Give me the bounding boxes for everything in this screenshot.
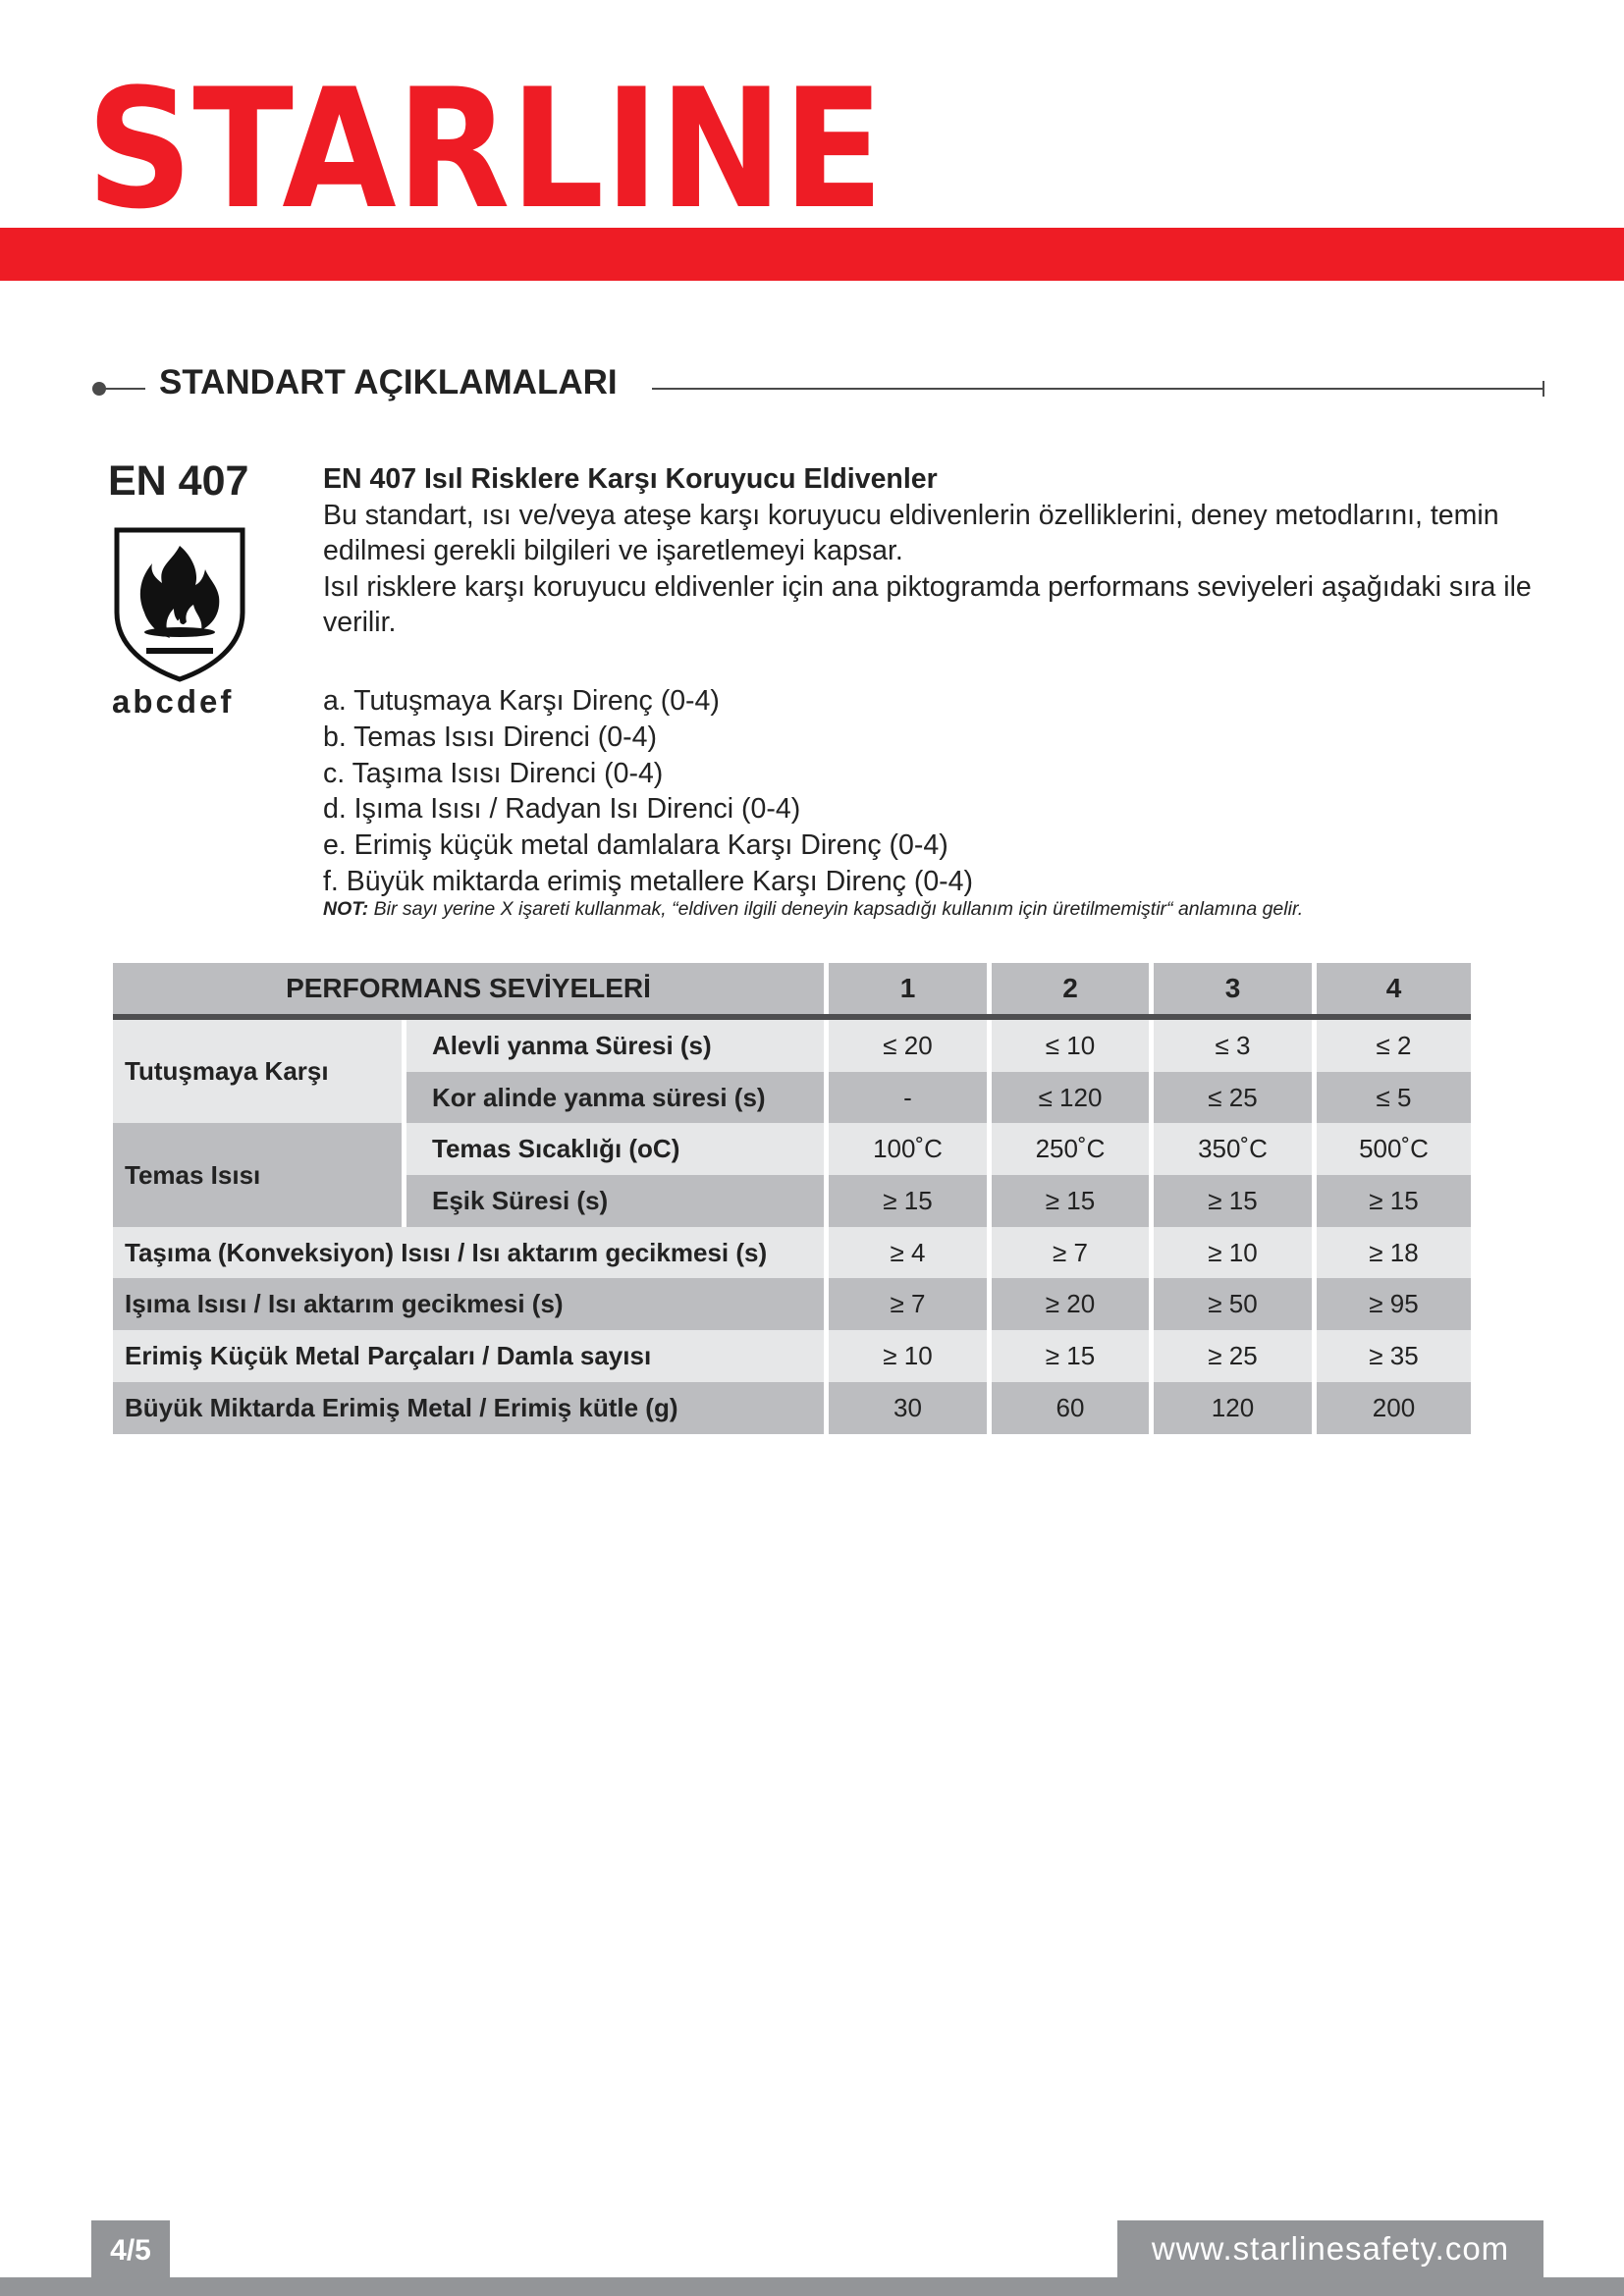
list-item: d. Işıma Isısı / Radyan Isı Direnci (0-4) [323,793,801,826]
description-paragraph: Isıl risklere karşı koruyucu eldivenler için ana piktogramda performans seviyeleri aşağıdaki sıra ile verilir. [323,570,1532,638]
row-label: Kor alinde yanma süresi (s) [402,1072,824,1124]
table-header-row [113,963,1471,1014]
table-cell: 500˚C [1312,1123,1471,1175]
svg-text:STARLINE: STARLINE [86,63,884,220]
section-heading [90,361,1549,406]
table-cell: ≥ 18 [1312,1227,1471,1279]
level-header: 1 [824,963,987,1014]
table-cell: ≤ 2 [1312,1020,1471,1072]
list-item: e. Erimiş küçük metal damlalara Karşı Direnç (0-4) [323,829,948,862]
table-cell: ≥ 4 [824,1227,987,1279]
table-cell: ≥ 15 [824,1175,987,1227]
table-cell: ≥ 7 [987,1227,1149,1279]
list-item: c. Taşıma Isısı Direnci (0-4) [323,757,664,789]
page-number: 4/5 [91,2220,170,2281]
performance-list [323,683,1560,900]
table-cell: ≤ 120 [987,1072,1149,1124]
level-header: 2 [987,963,1149,1014]
table-row [113,1330,1471,1382]
table-row [113,1382,1471,1434]
heading-rule-left [104,388,145,390]
description-paragraph: Bu standart, ısı ve/veya ateşe karşı koruyucu eldivenlerin özelliklerini, deney metodlarını, temin edilmesi gerekli bilgileri ve işaretlemeyi kapsar. [323,499,1499,566]
row-label: Taşıma (Konveksiyon) Isısı / Isı aktarım gecikmesi (s) [113,1227,824,1279]
table-cell: ≥ 20 [987,1278,1149,1330]
table-cell: ≤ 3 [1149,1020,1312,1072]
note [323,898,1303,921]
table-row [113,1227,1471,1279]
footer-band [0,2277,1624,2296]
list-item: a. Tutuşmaya Karşı Direnç (0-4) [323,685,720,717]
table-cell: ≤ 5 [1312,1072,1471,1124]
table-cell: ≥ 35 [1312,1330,1471,1382]
table-cell: ≥ 10 [1149,1227,1312,1279]
level-header: 4 [1312,963,1471,1014]
group-label: Tutuşmaya Karşı [113,1020,402,1123]
table-cell: 200 [1312,1382,1471,1434]
table-cell: 350˚C [1149,1123,1312,1175]
table-row [113,1278,1471,1330]
row-label: Alevli yanma Süresi (s) [402,1020,824,1072]
pictogram-letters: abcdef [112,683,235,720]
header-red-band [0,228,1624,281]
standard-code: EN 407 [108,457,249,505]
heading-rule-end [1543,381,1544,397]
table-row [113,1020,1471,1072]
list-item: b. Temas Isısı Direnci (0-4) [323,721,657,753]
heading-rule-right [652,388,1543,390]
table-cell: 30 [824,1382,987,1434]
table-header-label: PERFORMANS SEVİYELERİ [113,963,824,1014]
row-label: Temas Sıcaklığı (oC) [402,1123,824,1175]
table-cell: ≥ 15 [1312,1175,1471,1227]
table-cell: ≥ 15 [987,1175,1149,1227]
note-label: NOT: [323,898,369,920]
row-label: Işıma Isısı / Isı aktarım gecikmesi (s) [113,1278,824,1330]
note-text: Bir sayı yerine X işareti kullanmak, “eldiven ilgili deneyin kapsadığı kullanım için üretilmemiştir“ anlamına gelir. [368,898,1304,920]
table-cell: ≥ 15 [987,1330,1149,1382]
table-cell: 60 [987,1382,1149,1434]
level-header: 3 [1149,963,1312,1014]
standard-description [323,461,1560,641]
table-cell: - [824,1072,987,1124]
table-cell: ≤ 10 [987,1020,1149,1072]
table-cell: ≤ 25 [1149,1072,1312,1124]
table-row [113,1123,1471,1175]
table-cell: ≥ 95 [1312,1278,1471,1330]
row-label: Erimiş Küçük Metal Parçaları / Damla sayısı [113,1330,824,1382]
table-cell: 120 [1149,1382,1312,1434]
performance-table [113,963,1471,1434]
table-cell: ≤ 20 [824,1020,987,1072]
row-label: Eşik Süresi (s) [402,1175,824,1227]
flame-shield-icon [111,522,248,683]
table-cell: ≥ 10 [824,1330,987,1382]
website-link[interactable]: www.starlinesafety.com [1117,2220,1543,2277]
group-label: Temas Isısı [113,1123,402,1226]
table-cell: 100˚C [824,1123,987,1175]
starline-logo [86,63,892,220]
table-cell: ≥ 50 [1149,1278,1312,1330]
table-cell: ≥ 15 [1149,1175,1312,1227]
table-cell: 250˚C [987,1123,1149,1175]
list-item: f. Büyük miktarda erimiş metallere Karşı Direnç (0-4) [323,865,974,897]
row-label: Büyük Miktarda Erimiş Metal / Erimiş kütle (g) [113,1382,824,1434]
description-heading: EN 407 Isıl Risklere Karşı Koruyucu Eldivenler [323,463,938,495]
section-title: STANDART AÇIKLAMALARI [159,363,618,401]
table-cell: ≥ 7 [824,1278,987,1330]
table-cell: ≥ 25 [1149,1330,1312,1382]
